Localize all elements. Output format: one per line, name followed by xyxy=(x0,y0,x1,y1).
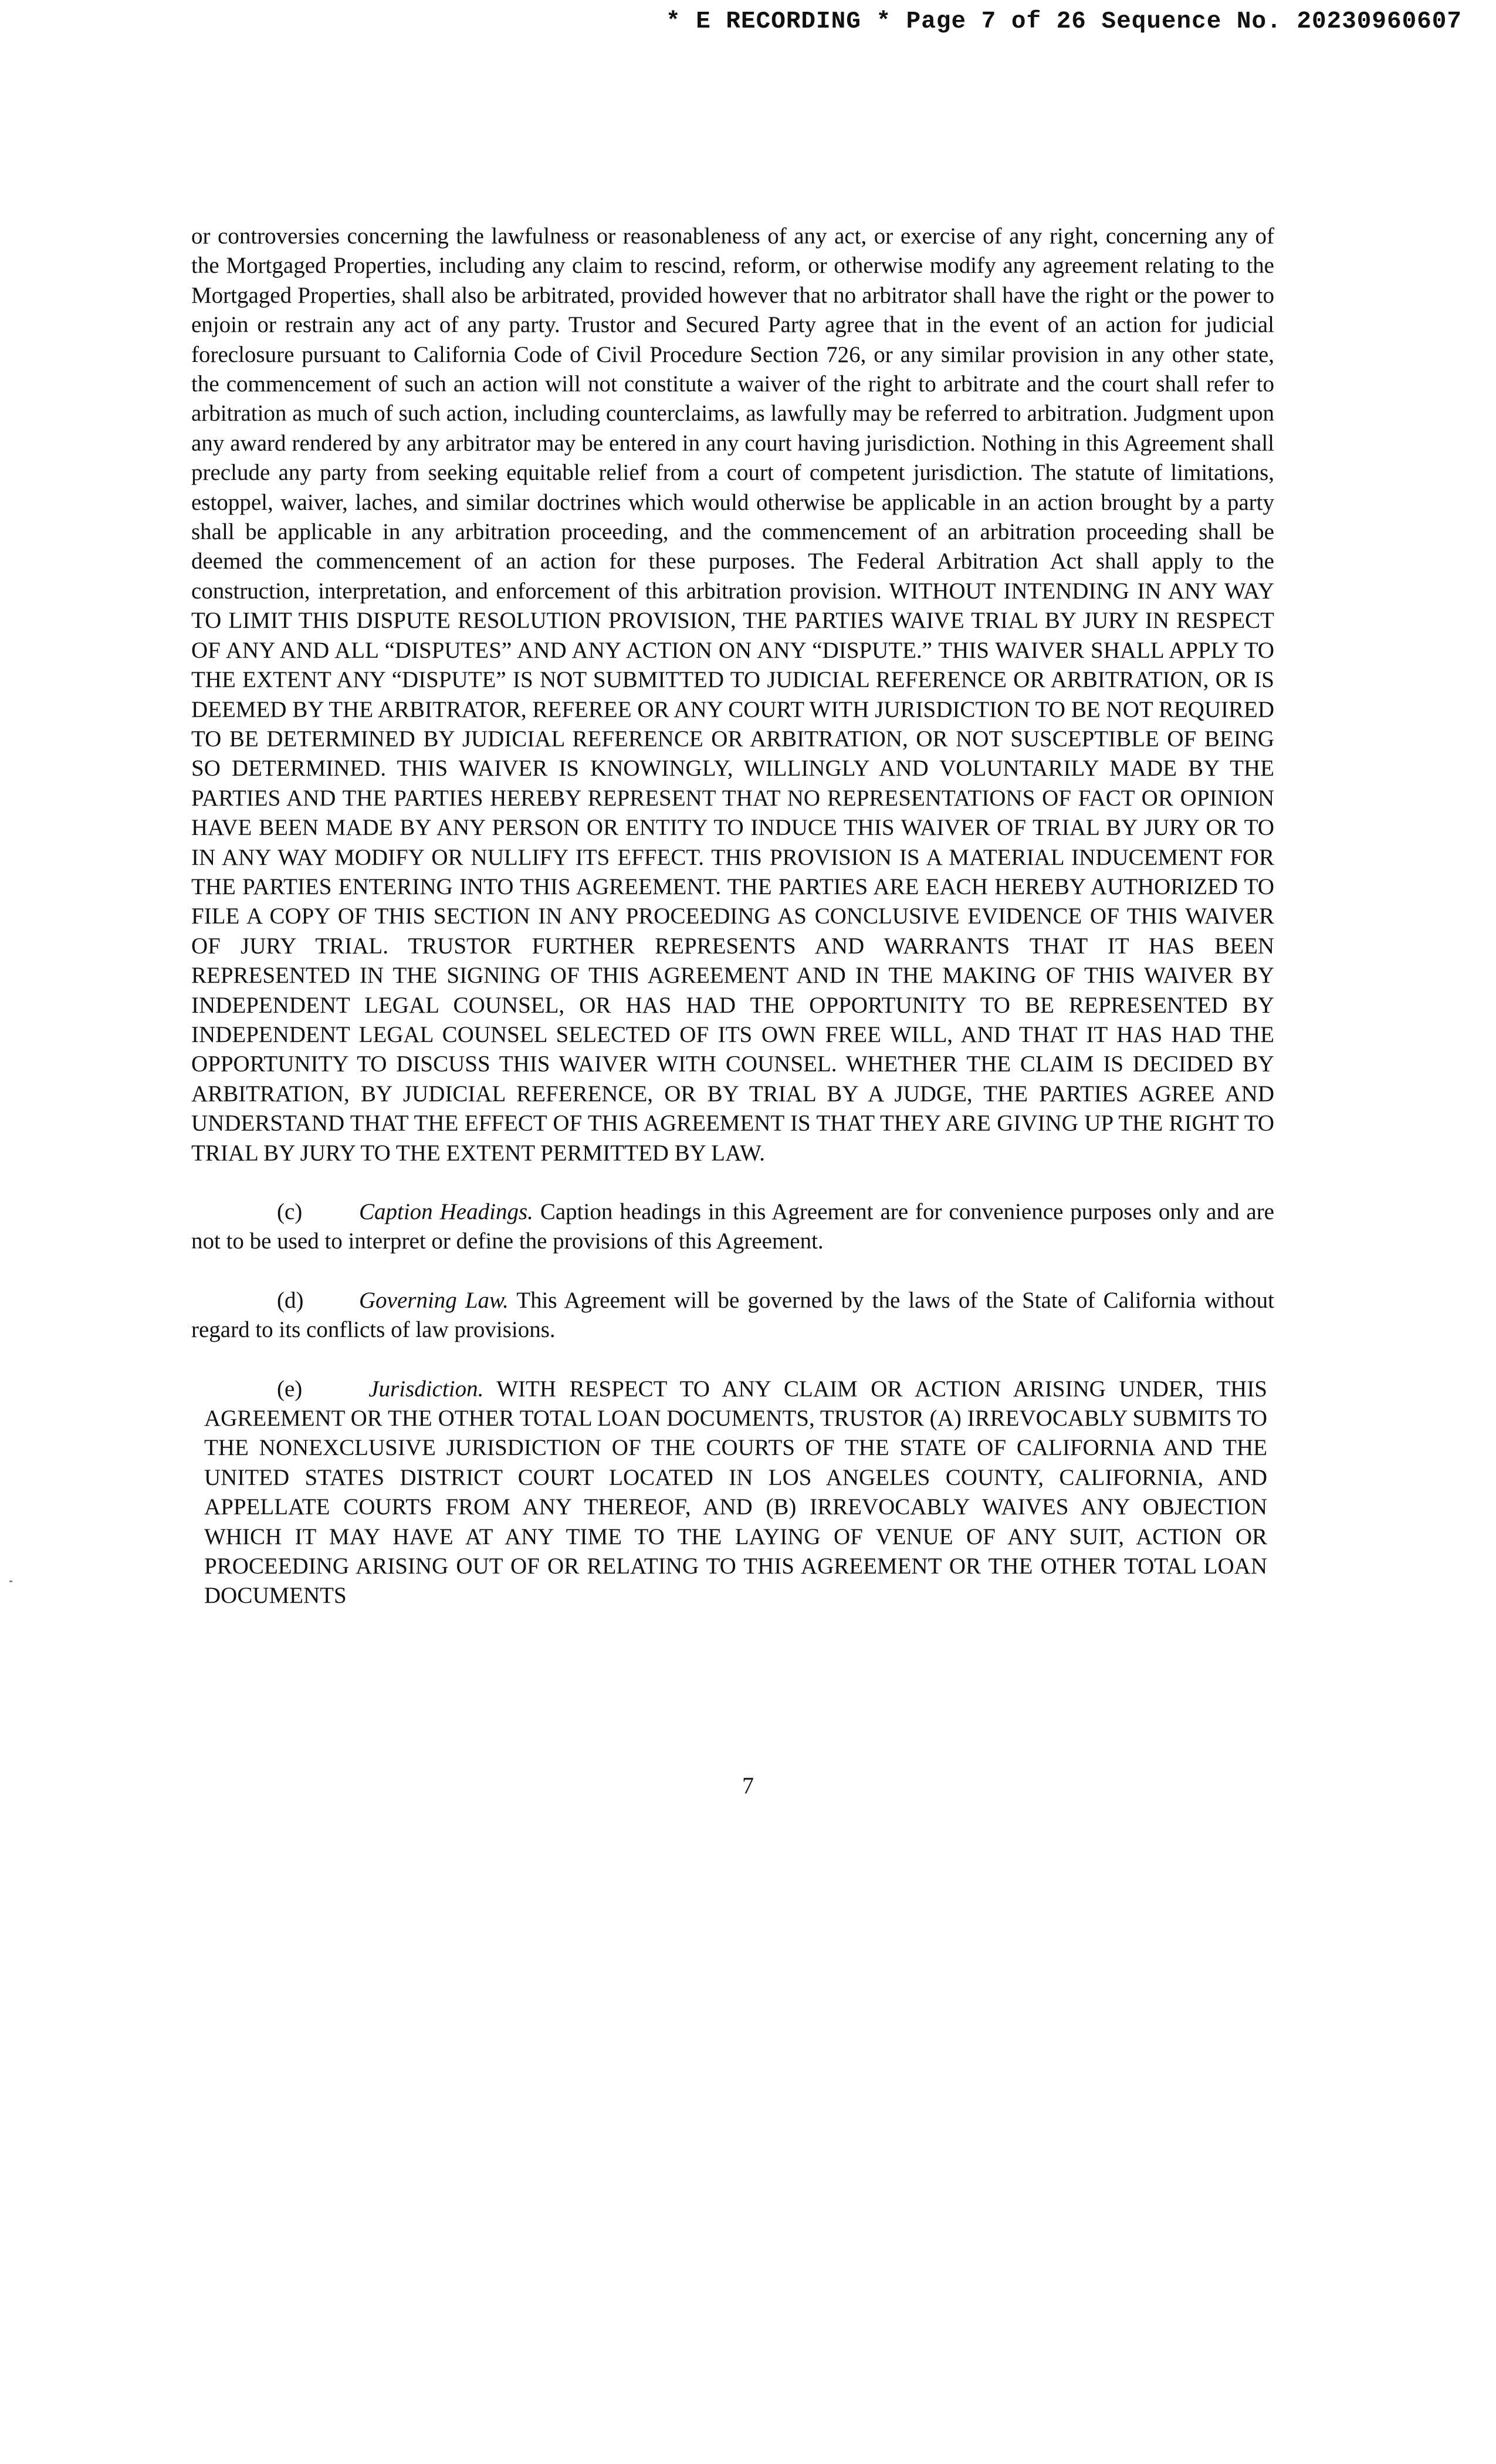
section-text: WITH RESPECT TO ANY CLAIM OR ACTION ARISING UNDER, THIS AGREEMENT OR THE OTHER TOTAL LOAN DOCUMENTS, TRUSTOR (A) IRREVOCABLY SUBMITS TO THE NONEXCLUSIVE JURISDICTION OF THE COURTS OF THE STATE OF CALIFORNIA AND THE UNITED STATES DISTRICT COURT LOCATED IN LOS ANGELES COUNTY, CALIFORNIA, AND APPELLATE COURTS FROM ANY THEREOF, AND (B) IRREVOCABLY WAIVES ANY OBJECTION WHICH IT MAY HAVE AT ANY TIME TO THE LAYING OF VENUE OF ANY SUIT, ACTION OR PROCEEDING ARISING OUT OF OR RELATING TO THIS AGREEMENT OR THE OTHER TOTAL LOAN DOCUMENTS xyxy=(204,1376,1267,1609)
section-text: Caption headings in this Agreement are for convenience purposes only and are not to be used to interpret or define the provisions of this Agreement. xyxy=(191,1199,1274,1254)
section-heading: Governing Law. xyxy=(359,1287,509,1313)
arbitration-continuation-paragraph: or controversies concerning the lawfulness or reasonableness of any act, or exercise of any right, concerning any of the Mortgaged Properties, including any claim to rescind, reform, or otherwise modify any agreement relating to the Mortgaged Properties, shall also be arbitrated, provided however that no arbitrator shall have the right or the power to enjoin or restrain any act of any party. Trustor and Secured Party agree that in the event of an action for judicial foreclosure pursuant to California Code of Civil Procedure Section 726, or any similar provision in any other state, the commencement of such an action will not constitute a waiver of the right to arbitrate and the court shall refer to arbitration as much of such action, including counterclaims, as lawfully may be referred to arbitration. Judgment upon any award rendered by any arbitrator may be entered in any court having jurisdiction. Nothing in this Agreement shall preclude any party from seeking equitable relief from a court of competent jurisdiction. The statute of limitations, estoppel, waiver, laches, and similar doctrines which would otherwise be applicable in an action brought by a party shall be applicable in any arbitration proceeding, and the commencement of an arbitration proceeding shall be deemed the commencement of an action for these purposes. The Federal Arbitration Act shall apply to the construction, interpretation, and enforcement of this arbitration provision. WITHOUT INTENDING IN ANY WAY TO LIMIT THIS DISPUTE RESOLUTION PROVISION, THE PARTIES WAIVE TRIAL BY JURY IN RESPECT OF ANY AND ALL “DISPUTES” AND ANY ACTION ON ANY “DISPUTE.” THIS WAIVER SHALL APPLY TO THE EXTENT ANY “DISPUTE” IS NOT SUBMITTED TO JUDICIAL REFERENCE OR ARBITRATION, OR IS DEEMED BY THE ARBITRATOR, REFEREE OR ANY COURT WITH JURISDICTION TO BE NOT REQUIRED TO BE DETERMINED BY JUDICIAL REFERENCE OR ARBITRATION, OR NOT SUSCEPTIBLE OF BEING SO DETERMINED. THIS WAIVER IS KNOWINGLY, WILLINGLY AND VOLUNTARILY MADE BY THE PARTIES AND THE PARTIES HEREBY REPRESENT THAT NO REPRESENTATIONS OF FACT OR OPINION HAVE BEEN MADE BY ANY PERSON OR ENTITY TO INDUCE THIS WAIVER OF TRIAL BY JURY OR TO IN ANY WAY MODIFY OR NULLIFY ITS EFFECT. THIS PROVISION IS A MATERIAL INDUCEMENT FOR THE PARTIES ENTERING INTO THIS AGREEMENT. THE PARTIES ARE EACH HEREBY AUTHORIZED TO FILE A COPY OF THIS SECTION IN ANY PROCEEDING AS CONCLUSIVE EVIDENCE OF THIS WAIVER OF JURY TRIAL. TRUSTOR FURTHER REPRESENTS AND WARRANTS THAT IT HAS BEEN REPRESENTED IN THE SIGNING OF THIS AGREEMENT AND IN THE MAKING OF THIS WAIVER BY INDEPENDENT LEGAL COUNSEL, OR HAS HAD THE OPPORTUNITY TO BE REPRESENTED BY INDEPENDENT LEGAL COUNSEL SELECTED OF ITS OWN FREE WILL, AND THAT IT HAS HAD THE OPPORTUNITY TO DISCUSS THIS WAIVER WITH COUNSEL. WHETHER THE CLAIM IS DECIDED BY ARBITRATION, BY JUDICIAL REFERENCE, OR BY TRIAL BY A JUDGE, THE PARTIES AGREE AND UNDERSTAND THAT THE EFFECT OF THIS AGREEMENT IS THAT THEY ARE GIVING UP THE RIGHT TO TRIAL BY JURY TO THE EXTENT PERMITTED BY LAW. xyxy=(191,224,1274,1166)
page-number: 7 xyxy=(742,1772,754,1799)
section-text: This Agreement will be governed by the laws of the State of California without regard to its conflicts of law provisions. xyxy=(191,1287,1275,1343)
section-jurisdiction xyxy=(191,1375,1274,1611)
document-body xyxy=(191,222,1274,1611)
section-label: (c) xyxy=(277,1199,303,1224)
section-label-text: (e) xyxy=(277,1376,303,1402)
section-heading: Caption Headings. xyxy=(359,1199,533,1224)
scan-artifact-mark xyxy=(9,1580,12,1582)
section-heading: Jurisdiction. xyxy=(368,1376,484,1402)
section-governing-law xyxy=(191,1286,1274,1345)
section-caption-headings xyxy=(191,1197,1274,1257)
section-label: (d) xyxy=(277,1287,304,1313)
recording-stamp: * E RECORDING * Page 7 of 26 Sequence No. 20230960607 xyxy=(665,8,1462,35)
